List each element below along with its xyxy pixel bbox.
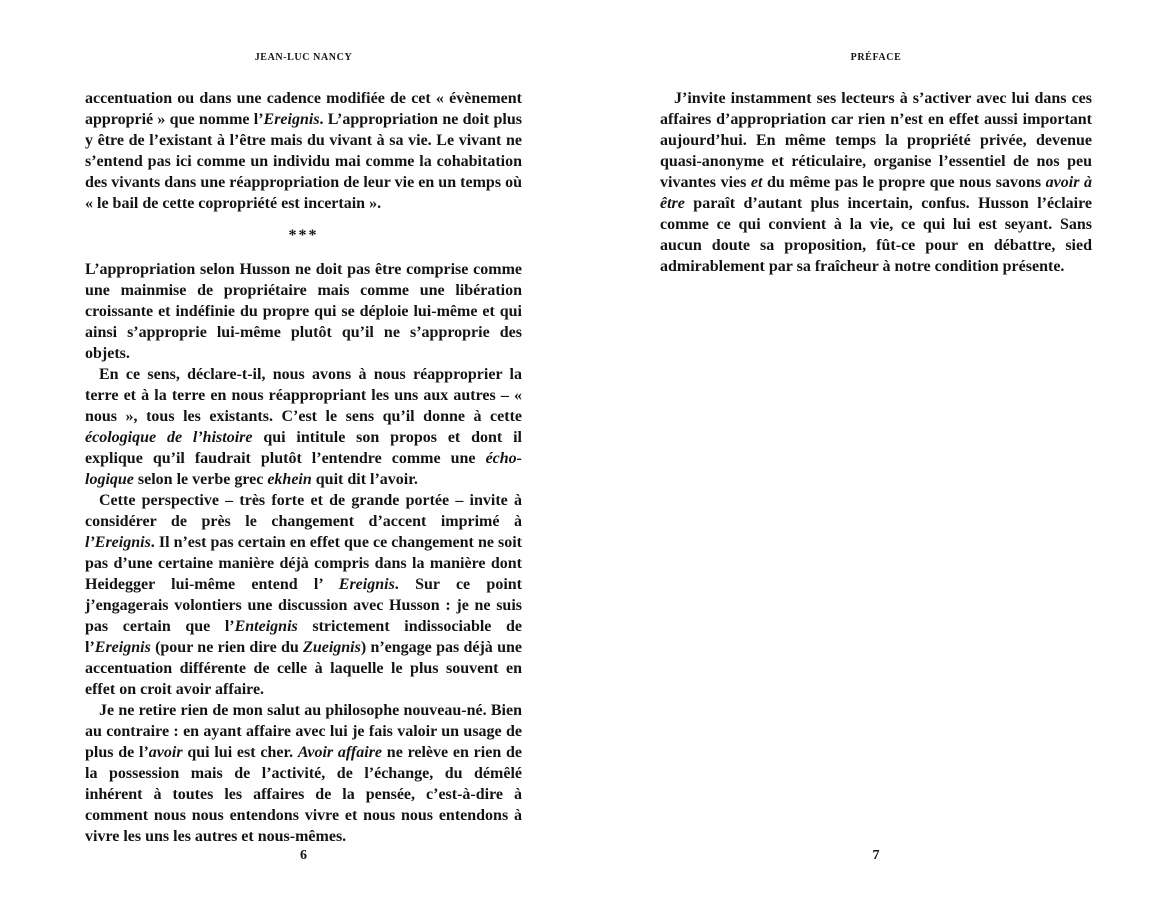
italic-text-run: Ereignis [263,111,320,128]
right-running-header: PRÉFACE [850,52,902,63]
left-text-block [85,88,522,847]
italic-text-run: Ereignis [338,576,395,593]
text-run: paraît d’autant plus incertain, confus. Husson l’éclaire comme ce qui convient à la vie, ce qui lui est seyant. Sans aucun doute sa proposition, fût-ce pour en débattre, sied admirablement par sa fraîcheur à notre condition présente. [660,195,1092,275]
text-run: du même pas le propre que nous savons [762,174,1046,191]
italic-text-run: avoir [148,744,183,761]
text-run: qui intitule son propos et dont il explique qu’il faudrait plutôt l’entendre comme une [85,429,522,467]
text-run: . Sur ce point j’engagerais volontiers une discussion avec Husson : je ne suis pas certain que l’ [85,576,522,635]
paragraph [85,259,522,364]
left-text-column [85,0,522,912]
text-run: En ce sens, déclare-t-il, nous avons à nous réapproprier la terre et à la terre en nous réappropriant les uns aux autres – « nous », tous les existants. C’est le sens qu’il donne à cette [85,366,522,425]
right-text-block [660,88,1092,277]
text-run: selon le verbe grec [133,471,268,488]
italic-text-run: écologique de l’histoire [85,429,253,446]
text-run: L’appropriation selon Husson ne doit pas être comprise comme une mainmise de propriétaire mais comme une libération croissante et indéfinie du propre qui se déploie lui-même et qui ainsi s’approprie lui-même plutôt qu’il ne s’approprie des objets. [85,261,522,362]
text-run: ) n’engage pas déjà une accentuation différente de celle à laquelle le plus souvent en effet on croit avoir affaire. [85,639,522,698]
italic-text-run: Ereignis [94,639,151,656]
italic-text-run: avoir à être [660,174,1092,212]
italic-text-run: Zueignis [303,639,361,656]
left-running-header: JEAN-LUC NANCY [254,52,353,63]
text-run: quit dit l’avoir. [311,471,418,488]
italic-text-run: l’Ereignis [85,534,151,551]
paragraph [85,364,522,490]
section-separator: *** [288,227,319,244]
text-run: J’invite instamment ses lecteurs à s’activer avec lui dans ces affaires d’appropriation car rien n’est en effet aussi important aujourd’hui. En même temps la propriété privée, devenue quasi-anonyme et réticulaire, organise l’essentiel de nos peu vivantes vies [660,90,1092,191]
text-run: Cette perspective – très forte et de grande portée – invite à considérer de près le changement d’accent imprimé à [85,492,522,530]
text-run: (pour ne rien dire du [150,639,304,656]
paragraph [85,700,522,847]
italic-text-run: Enteignis [234,618,298,635]
text-run: accentuation ou dans une cadence modifiée de cet « évènement approprié » que nomme l’ [85,90,522,128]
italic-text-run: écho-logique [85,450,522,488]
text-run: . Il n’est pas certain en effet que ce changement ne soit pas d’une certaine manière déjà compris dans la manière dont Heidegger lui-même entend l’ [85,534,522,593]
italic-text-run: ekhein [267,471,312,488]
text-run: Je ne retire rien de mon salut au philosophe nouveau-né. Bien au contraire : en ayant affaire avec lui je fais valoir un usage de plus de l’ [85,702,522,761]
text-run: . L’appropriation ne doit plus y être de l’existant à l’être mais du vivant à sa vie. Le vivant ne s’entend pas ici comme un individu mai comme la cohabitation des vivants dans une réappropriation de leur vie en un temps où « le bail de cette copropriété est incertain ». [85,111,522,212]
paragraph [85,490,522,700]
italic-text-run: Avoir affaire [297,744,383,761]
right-page [586,0,1172,912]
italic-text-run: et [750,174,763,191]
right-text-column [660,0,1092,912]
right-page-number: 7 [872,848,880,863]
paragraph [85,88,522,214]
text-run: strictement indissociable de l’ [85,618,522,656]
text-run: qui lui est cher. [182,744,298,761]
text-run: ne relève en rien de la possession mais de l’activité, de l’échange, du démêlé inhérent à toutes les affaires de la pensée, c’est-à-dire à comment nous nous entendons vivre et nous nous entendons à vivre les uns les autres et nous-mêmes. [85,744,522,845]
left-page-number: 6 [300,848,307,863]
paragraph [660,88,1092,277]
